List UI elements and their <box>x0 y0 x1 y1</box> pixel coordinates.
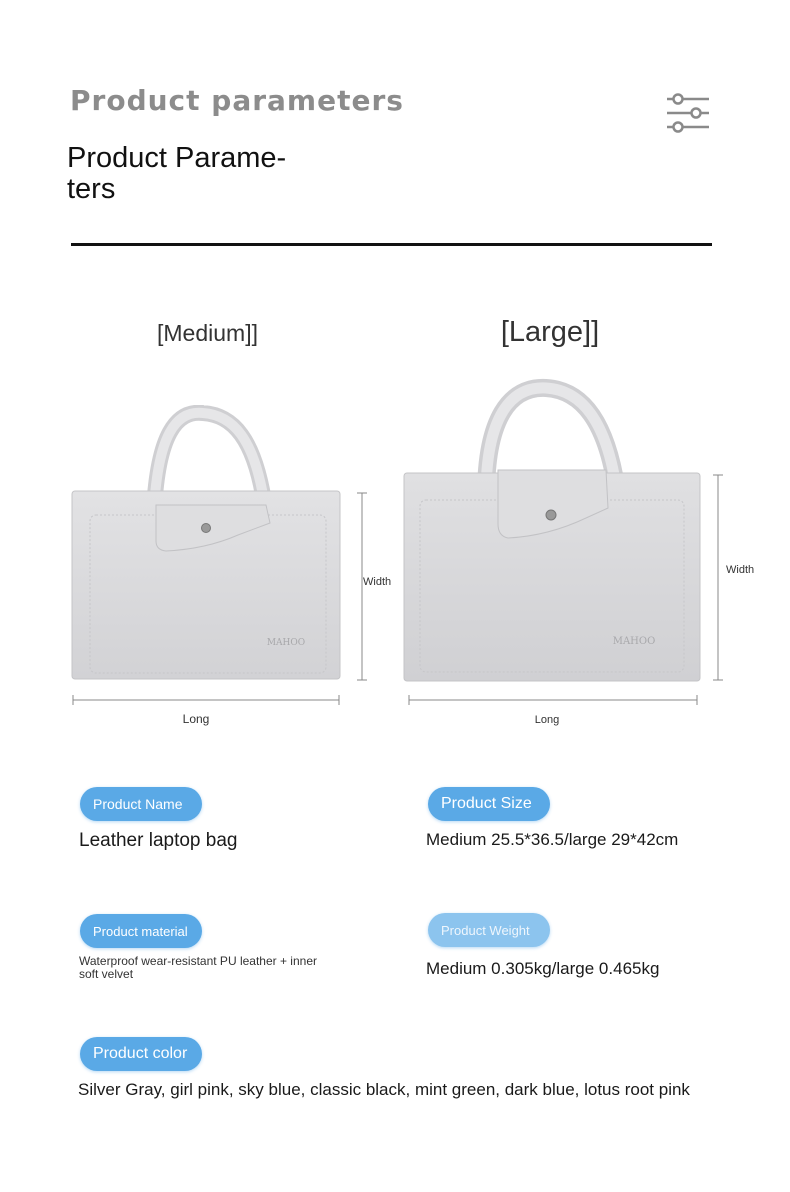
product-name-badge: Product Name <box>80 787 202 821</box>
product-weight-badge: Product Weight <box>428 913 550 947</box>
subtitle-line-1: Product Parame- <box>67 142 287 174</box>
large-size-label: [Large]] <box>500 316 600 348</box>
product-name-value: Leather laptop bag <box>79 830 238 851</box>
section-subtitle <box>67 143 327 205</box>
medium-length-dimension-line <box>72 694 340 706</box>
medium-bag-brand: MAHOO <box>266 638 306 648</box>
sliders-icon <box>665 92 711 134</box>
product-size-value: Medium 25.5*36.5/large 29*42cm <box>426 830 679 849</box>
subtitle-line-2: ters <box>67 173 116 205</box>
large-bag-brand: MAHOO <box>612 636 656 647</box>
product-size-badge: Product Size <box>428 787 550 821</box>
large-length-dimension-line <box>408 694 698 706</box>
product-color-value: Silver Gray, girl pink, sky blue, classic black, mint green, dark blue, lotus root pink <box>78 1080 690 1099</box>
large-height-dimension-line <box>712 474 724 682</box>
large-bag-image <box>398 378 704 688</box>
medium-height-label: Width <box>363 576 392 588</box>
section-title: Product parameters <box>70 84 404 117</box>
product-color-badge: Product color <box>80 1037 202 1071</box>
medium-size-label: [Medium]] <box>157 320 258 346</box>
medium-bag-image <box>66 405 346 695</box>
medium-length-label: Long <box>182 712 210 726</box>
large-length-label: Long <box>534 714 560 726</box>
product-material-badge: Product material <box>80 914 202 948</box>
large-height-label: Width <box>726 564 755 576</box>
header-divider <box>71 243 712 246</box>
product-material-value: Waterproof wear-resistant PU leather + inner soft velvet <box>79 954 317 981</box>
product-weight-value: Medium 0.305kg/large 0.465kg <box>426 959 660 978</box>
